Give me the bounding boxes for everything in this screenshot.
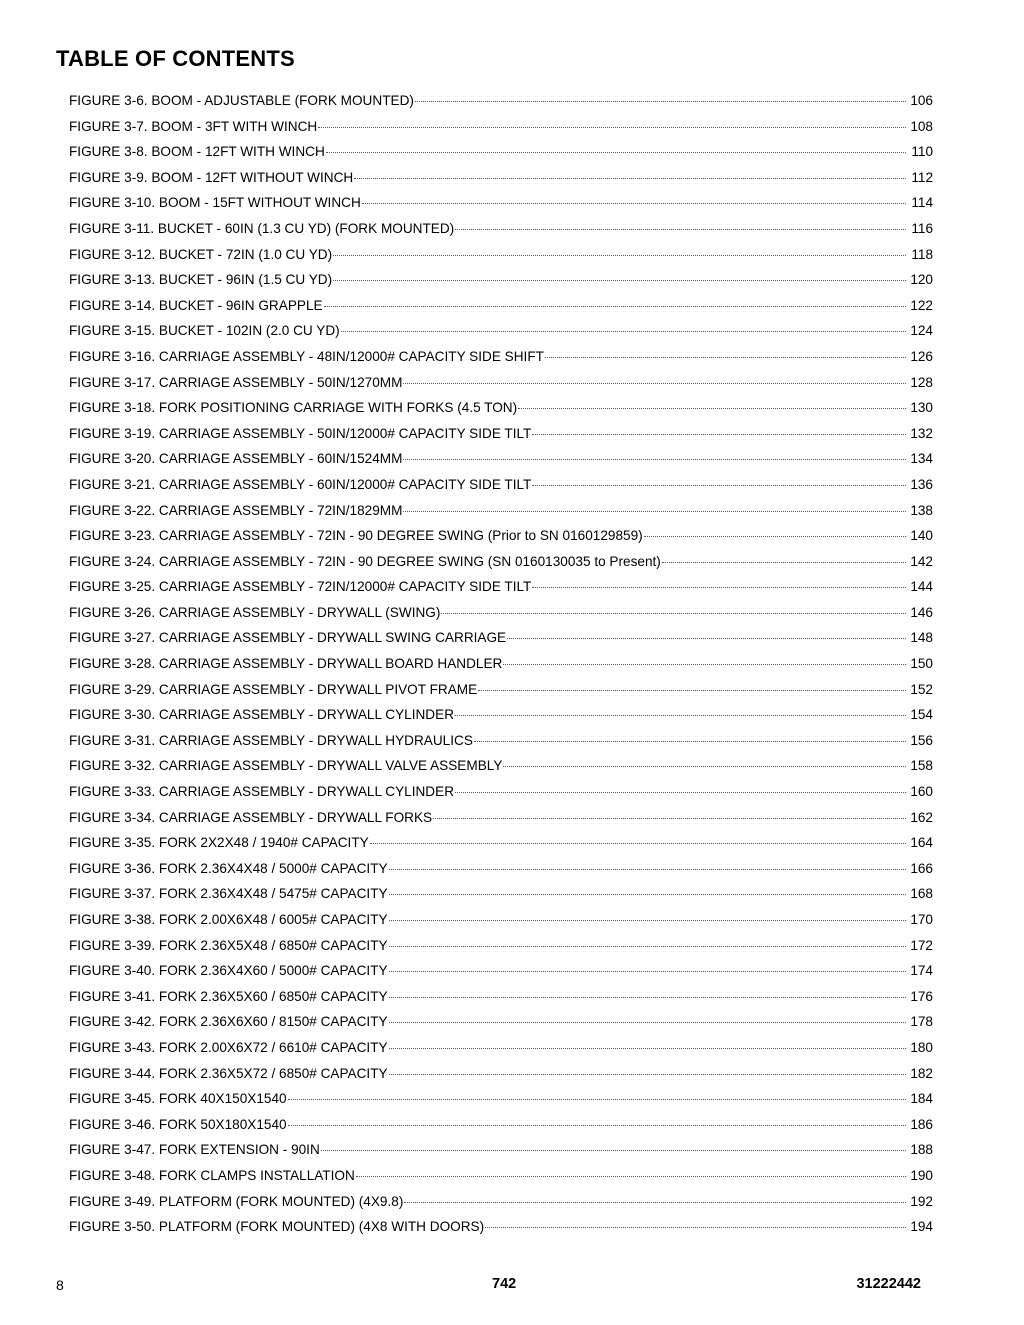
toc-dot-leader [532,586,906,588]
toc-dot-leader [318,126,906,128]
toc-entry[interactable] [69,1163,933,1189]
toc-entry[interactable] [69,805,933,831]
toc-entry[interactable] [69,1189,933,1215]
toc-entry-title: FIGURE 3-48. FORK CLAMPS INSTALLATION [69,1167,355,1183]
toc-entry[interactable] [69,395,933,421]
toc-entry-title: FIGURE 3-6. BOOM - ADJUSTABLE (FORK MOUNTED) [69,93,414,108]
toc-entry[interactable] [69,549,933,575]
toc-dot-leader [341,330,906,332]
toc-dot-leader [370,842,906,844]
toc-entry-page: 174 [910,963,933,979]
toc-entry[interactable] [69,1137,933,1163]
toc-dot-leader [389,1073,906,1075]
toc-entry[interactable] [69,421,933,447]
toc-dot-leader [545,356,906,358]
page-title: TABLE OF CONTENTS [56,46,295,71]
toc-entry-page: 138 [910,502,933,518]
toc-dot-leader [389,868,906,870]
toc-entry-title: FIGURE 3-10. BOOM - 15FT WITHOUT WINCH [69,195,361,211]
toc-dot-leader [662,561,906,563]
toc-entry-title: FIGURE 3-31. CARRIAGE ASSEMBLY - DRYWALL HYDRAULICS [69,732,473,748]
toc-entry-page: 142 [910,553,933,569]
toc-dot-leader [455,228,906,230]
toc-entry[interactable] [69,293,933,319]
toc-entry-title: FIGURE 3-40. FORK 2.36X4X60 / 5000# CAPACITY [69,963,388,979]
toc-entry[interactable] [69,984,933,1010]
toc-entry-title: FIGURE 3-17. CARRIAGE ASSEMBLY - 50IN/1270MM [69,374,403,390]
toc-entry-page: 130 [910,400,933,416]
toc-entry-page: 108 [910,118,933,134]
toc-entry-title: FIGURE 3-9. BOOM - 12FT WITHOUT WINCH [69,169,354,185]
toc-entry-title: FIGURE 3-37. FORK 2.36X4X48 / 5475# CAPACITY [69,886,388,902]
toc-dot-leader [389,919,906,921]
toc-entry[interactable] [69,651,933,677]
toc-entry-page: 168 [910,886,933,902]
toc-dot-leader [356,1175,906,1177]
toc-entry[interactable] [69,702,933,728]
toc-entry-page: 194 [910,1219,933,1235]
toc-entry-page: 106 [910,93,933,108]
toc-dot-leader [389,945,906,947]
toc-entry-page: 132 [910,425,933,441]
toc-dot-leader [532,484,906,486]
toc-dot-leader [518,407,906,409]
toc-entry-title: FIGURE 3-49. PLATFORM (FORK MOUNTED) (4X9.8) [69,1193,404,1209]
toc-entry[interactable] [69,830,933,856]
toc-entry-title: FIGURE 3-44. FORK 2.36X5X72 / 6850# CAPACITY [69,1065,388,1081]
toc-dot-leader [644,535,906,537]
toc-entry-title: FIGURE 3-45. FORK 40X150X1540 [69,1091,287,1107]
toc-entry-page: 144 [910,579,933,595]
toc-dot-leader [389,1047,906,1049]
toc-entry-page: 176 [910,988,933,1004]
toc-entry-page: 122 [910,297,933,313]
toc-entry-page: 156 [910,732,933,748]
toc-entry[interactable] [69,574,933,600]
toc-dot-leader [532,433,906,435]
toc-dot-leader [324,305,906,307]
toc-entry[interactable] [69,728,933,754]
toc-entry-page: 164 [910,835,933,851]
toc-dot-leader [389,1021,906,1023]
toc-entry-title: FIGURE 3-16. CARRIAGE ASSEMBLY - 48IN/12000# CAPACITY SIDE SHIFT [69,348,544,364]
toc-entry-page: 158 [910,758,933,774]
toc-entry[interactable] [69,779,933,805]
toc-dot-leader [403,458,906,460]
toc-dot-leader [288,1124,906,1126]
toc-entry-title: FIGURE 3-25. CARRIAGE ASSEMBLY - 72IN/12000# CAPACITY SIDE TILT [69,579,532,595]
toc-entry-page: 124 [910,323,933,339]
toc-entry-page: 192 [910,1193,933,1209]
toc-entry-page: 110 [911,144,933,160]
toc-dot-leader [389,996,906,998]
toc-entry-title: FIGURE 3-27. CARRIAGE ASSEMBLY - DRYWALL SWING CARRIAGE [69,630,507,646]
toc-dot-leader [354,177,906,179]
toc-entry-page: 146 [910,604,933,620]
toc-dot-leader [441,612,906,614]
toc-entry-page: 118 [911,246,933,262]
toc-entry-page: 172 [910,937,933,953]
toc-entry-title: FIGURE 3-42. FORK 2.36X6X60 / 8150# CAPACITY [69,1014,388,1030]
toc-dot-leader [433,817,906,819]
toc-entry[interactable] [69,1086,933,1112]
toc-entry[interactable] [69,344,933,370]
toc-entry[interactable] [69,753,933,779]
toc-list [69,88,933,1240]
toc-entry-page: 170 [910,912,933,927]
toc-entry[interactable] [69,1214,933,1240]
toc-entry-title: FIGURE 3-32. CARRIAGE ASSEMBLY - DRYWALL VALVE ASSEMBLY [69,758,503,774]
toc-entry-title: FIGURE 3-50. PLATFORM (FORK MOUNTED) (4X8 WITH DOORS) [69,1219,485,1235]
toc-dot-leader [415,100,906,102]
toc-entry[interactable] [69,1009,933,1035]
toc-entry[interactable] [69,933,933,959]
toc-entry-title: FIGURE 3-43. FORK 2.00X6X72 / 6610# CAPACITY [69,1039,388,1055]
toc-dot-leader [507,637,906,639]
toc-entry[interactable] [69,472,933,498]
toc-entry-page: 152 [910,681,933,697]
toc-entry[interactable] [69,523,933,549]
footer-page-number: 8 [56,1277,64,1293]
toc-entry-title: FIGURE 3-34. CARRIAGE ASSEMBLY - DRYWALL FORKS [69,809,433,825]
toc-dot-leader [503,663,906,665]
toc-entry-title: FIGURE 3-7. BOOM - 3FT WITH WINCH [69,118,318,134]
toc-entry-page: 134 [910,451,933,467]
toc-entry-page: 178 [910,1014,933,1030]
toc-entry-page: 114 [911,195,933,211]
toc-entry-page: 150 [910,656,933,672]
toc-entry-title: FIGURE 3-23. CARRIAGE ASSEMBLY - 72IN - 90 DEGREE SWING (Prior to SN 0160129859) [69,528,643,544]
toc-dot-leader [485,1226,906,1228]
toc-dot-leader [333,279,906,281]
toc-entry[interactable] [69,625,933,651]
toc-entry[interactable] [69,165,933,191]
toc-dot-leader [478,689,906,691]
toc-entry[interactable] [69,114,933,140]
toc-entry[interactable] [69,216,933,242]
toc-entry[interactable] [69,1112,933,1138]
toc-entry-title: FIGURE 3-41. FORK 2.36X5X60 / 6850# CAPACITY [69,988,388,1004]
toc-dot-leader [333,254,906,256]
toc-entry-title: FIGURE 3-15. BUCKET - 102IN (2.0 CU YD) [69,323,340,339]
toc-entry[interactable] [69,881,933,907]
toc-dot-leader [404,1201,906,1203]
toc-entry[interactable] [69,907,933,933]
toc-dot-leader [403,382,906,384]
toc-entry[interactable] [69,1061,933,1087]
toc-entry-page: 140 [910,528,933,544]
toc-entry[interactable] [69,318,933,344]
toc-entry-title: FIGURE 3-28. CARRIAGE ASSEMBLY - DRYWALL BOARD HANDLER [69,656,503,672]
toc-dot-leader [389,893,906,895]
toc-entry-page: 112 [911,169,933,185]
toc-entry-page: 128 [910,374,933,390]
toc-entry-page: 148 [910,630,933,646]
toc-entry-page: 180 [910,1039,933,1055]
toc-entry-page: 136 [910,476,933,492]
toc-entry-title: FIGURE 3-8. BOOM - 12FT WITH WINCH [69,144,325,160]
toc-entry-title: FIGURE 3-26. CARRIAGE ASSEMBLY - DRYWALL (SWING) [69,604,441,620]
toc-entry-page: 182 [910,1065,933,1081]
toc-entry-title: FIGURE 3-22. CARRIAGE ASSEMBLY - 72IN/1829MM [69,502,403,518]
toc-entry-page: 190 [910,1167,933,1183]
toc-dot-leader [326,151,906,153]
toc-dot-leader [455,791,906,793]
toc-entry[interactable] [69,600,933,626]
toc-entry-title: FIGURE 3-39. FORK 2.36X5X48 / 6850# CAPACITY [69,937,388,953]
toc-dot-leader [389,970,906,972]
toc-entry[interactable] [69,190,933,216]
toc-entry-title: FIGURE 3-36. FORK 2.36X4X48 / 5000# CAPACITY [69,860,388,876]
toc-entry-title: FIGURE 3-46. FORK 50X180X1540 [69,1116,287,1132]
toc-entry-page: 120 [910,272,933,288]
toc-entry-title: FIGURE 3-12. BUCKET - 72IN (1.0 CU YD) [69,246,333,262]
toc-entry-title: FIGURE 3-11. BUCKET - 60IN (1.3 CU YD) (FORK MOUNTED) [69,220,455,236]
toc-dot-leader [455,714,906,716]
toc-entry[interactable] [69,677,933,703]
footer-center-number: 742 [492,1276,517,1292]
toc-entry[interactable] [69,856,933,882]
toc-dot-leader [321,1149,906,1151]
toc-entry-title: FIGURE 3-13. BUCKET - 96IN (1.5 CU YD) [69,272,333,288]
toc-entry-page: 160 [910,784,933,800]
toc-dot-leader [474,740,906,742]
toc-entry[interactable] [69,446,933,472]
toc-entry[interactable] [69,498,933,524]
toc-entry-page: 166 [910,860,933,876]
toc-entry-title: FIGURE 3-38. FORK 2.00X6X48 / 6005# CAPACITY [69,912,388,927]
toc-entry-page: 154 [910,707,933,723]
toc-dot-leader [503,765,906,767]
toc-entry-page: 184 [910,1091,933,1107]
toc-entry-page: 186 [910,1116,933,1132]
toc-entry-title: FIGURE 3-30. CARRIAGE ASSEMBLY - DRYWALL CYLINDER [69,707,455,723]
toc-dot-leader [288,1098,906,1100]
toc-entry[interactable] [69,958,933,984]
toc-entry-title: FIGURE 3-35. FORK 2X2X48 / 1940# CAPACITY [69,835,369,851]
toc-entry[interactable] [69,267,933,293]
toc-entry-title: FIGURE 3-19. CARRIAGE ASSEMBLY - 50IN/12000# CAPACITY SIDE TILT [69,425,532,441]
footer-document-number: 31222442 [856,1276,921,1292]
toc-entry-title: FIGURE 3-33. CARRIAGE ASSEMBLY - DRYWALL CYLINDER [69,784,455,800]
toc-entry[interactable] [69,370,933,396]
toc-entry-title: FIGURE 3-18. FORK POSITIONING CARRIAGE WITH FORKS (4.5 TON) [69,400,518,416]
toc-entry[interactable] [69,242,933,268]
toc-entry-title: FIGURE 3-14. BUCKET - 96IN GRAPPLE [69,297,323,313]
toc-entry-page: 162 [910,809,933,825]
toc-entry-title: FIGURE 3-29. CARRIAGE ASSEMBLY - DRYWALL PIVOT FRAME [69,681,478,697]
toc-entry-page: 126 [910,348,933,364]
toc-dot-leader [362,202,906,204]
toc-entry-title: FIGURE 3-20. CARRIAGE ASSEMBLY - 60IN/1524MM [69,451,403,467]
toc-entry-title: FIGURE 3-21. CARRIAGE ASSEMBLY - 60IN/12000# CAPACITY SIDE TILT [69,476,532,492]
toc-entry-page: 188 [910,1142,933,1158]
toc-entry[interactable] [69,139,933,165]
toc-entry-title: FIGURE 3-47. FORK EXTENSION - 90IN [69,1142,320,1158]
toc-entry-page: 116 [911,220,933,236]
toc-entry[interactable] [69,1035,933,1061]
toc-entry-title: FIGURE 3-24. CARRIAGE ASSEMBLY - 72IN - 90 DEGREE SWING (SN 0160130035 to Present) [69,553,661,569]
toc-entry[interactable] [69,88,933,114]
toc-dot-leader [403,510,906,512]
